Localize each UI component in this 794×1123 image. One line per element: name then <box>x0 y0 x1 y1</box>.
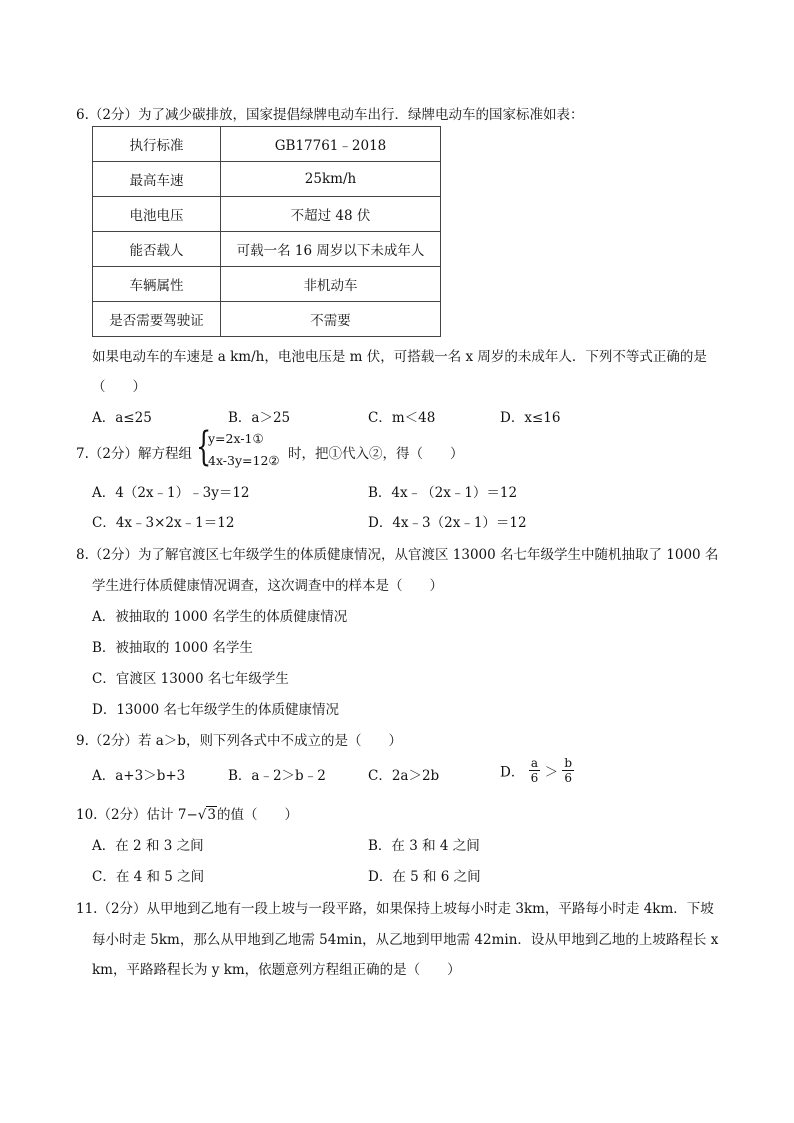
table-row <box>93 127 441 162</box>
denominator: 6 <box>564 771 573 785</box>
q8-option-b[interactable]: B．被抽取的 1000 名学生 <box>92 640 253 656</box>
minus-sign: − <box>186 807 198 823</box>
q6-option-d[interactable]: D．x≤16 <box>500 410 561 426</box>
q9-option-a[interactable]: A．a+3＞b+3 <box>92 768 186 784</box>
q8-line1: 8.（2分）为了解官渡区七年级学生的体质健康情况，从官渡区 13000 名七年级学生中随机抽取了 1000 名 <box>76 547 719 563</box>
q7-option-c[interactable]: C．4x﹣3×2x﹣1＝12 <box>92 515 235 531</box>
fraction-a-over-6 <box>529 756 541 785</box>
table-label: 是否需要驾驶证 <box>93 302 221 337</box>
q10-option-d[interactable]: D．在 5 和 6 之间 <box>368 869 481 885</box>
q7-equation-2: 4x-3y=12② <box>208 453 280 468</box>
q9-option-c[interactable]: C．2a＞2b <box>368 768 440 784</box>
q8-line2: 学生进行体质健康情况调查，这次调查中的样本是（ ） <box>92 578 443 594</box>
q11-line3: km，平路路程长为 y km，依题意列方程组正确的是（ ） <box>92 962 461 978</box>
table-value: 不超过 48 伏 <box>221 197 441 232</box>
table-label: 车辆属性 <box>93 267 221 302</box>
q6-option-c[interactable]: C．m＜48 <box>368 410 436 426</box>
radicand: 3 <box>207 807 216 823</box>
q10-option-c[interactable]: C．在 4 和 5 之间 <box>92 869 205 885</box>
q10-suffix: 的值（ ） <box>216 807 298 823</box>
table-label: 执行标准 <box>93 127 221 162</box>
sqrt-icon: √ <box>197 807 207 823</box>
table-label: 最高车速 <box>93 162 221 197</box>
q6-question-line1: 如果电动车的车速是 a km/h，电池电压是 m 伏，可搭载一名 x 周岁的未成年人．下列不等式正确的是 <box>92 349 707 365</box>
q10-option-b[interactable]: B．在 3 和 4 之间 <box>368 838 480 854</box>
q10-stem <box>76 803 298 823</box>
q8-option-c[interactable]: C．官渡区 13000 名七年级学生 <box>92 671 289 687</box>
table-value: 可载一名 16 周岁以下未成年人 <box>221 232 441 267</box>
q11-line2: 每小时走 5km，那么从甲地到乙地需 54min，从乙地到甲地需 42min．设从甲地到乙地的上坡路程长 x <box>92 932 719 948</box>
q6-stem: 6.（2分）为了减少碳排放，国家提倡绿牌电动车出行．绿牌电动车的国家标准如表： <box>76 107 584 123</box>
q7-equation-1: y=2x-1① <box>208 431 264 446</box>
q7-option-a[interactable]: A．4（2x﹣1）﹣3y＝12 <box>92 485 250 501</box>
q9-option-d-label: D． <box>500 764 525 781</box>
table-row <box>93 302 441 337</box>
q11-line1: 11.（2分）从甲地到乙地有一段上坡与一段平路，如果保持上坡每小时走 3km，平路每小时走 4km．下坡 <box>76 901 714 917</box>
q9-option-d[interactable] <box>500 756 574 785</box>
q8-option-a[interactable]: A．被抽取的 1000 名学生的体质健康情况 <box>92 609 348 625</box>
q9-stem: 9.（2分）若 a＞b，则下列各式中不成立的是（ ） <box>76 733 402 749</box>
table-value: 25km/h <box>221 162 441 197</box>
q7-prefix: 7.（2分）解方程组 <box>76 446 192 462</box>
q8-option-d[interactable]: D．13000 名七年级学生的体质健康情况 <box>92 702 340 718</box>
table-value: 非机动车 <box>221 267 441 302</box>
table-label: 能否载人 <box>93 232 221 267</box>
table-value: 不需要 <box>221 302 441 337</box>
table-row <box>93 232 441 267</box>
denominator: 6 <box>530 771 539 785</box>
q10-option-a[interactable]: A．在 2 和 3 之间 <box>92 838 204 854</box>
table-row <box>93 267 441 302</box>
q9-option-b[interactable]: B．a﹣2＞b﹣2 <box>228 768 326 784</box>
q6-option-a[interactable]: A．a≤25 <box>92 410 152 426</box>
fraction-b-over-6 <box>562 756 574 785</box>
ebike-standard-table <box>92 126 441 337</box>
brace-icon: { <box>196 424 212 470</box>
q6-question-line2: （ ） <box>92 379 146 395</box>
table-label: 电池电压 <box>93 197 221 232</box>
numerator: a <box>529 756 541 771</box>
numerator: b <box>564 756 573 770</box>
table-value: GB17761﹣2018 <box>221 127 441 162</box>
q7-suffix: 时，把①代入②，得（ ） <box>288 446 464 462</box>
table-row <box>93 197 441 232</box>
q7-option-d[interactable]: D．4x﹣3（2x﹣1）＝12 <box>368 515 527 531</box>
q6-option-b[interactable]: B．a＞25 <box>228 410 291 426</box>
q7-option-b[interactable]: B．4x﹣（2x﹣1）＝12 <box>368 485 518 501</box>
table-row <box>93 162 441 197</box>
q10-prefix: 10.（2分）估计 7 <box>76 807 187 823</box>
relation-sign: ＞ <box>544 764 559 781</box>
